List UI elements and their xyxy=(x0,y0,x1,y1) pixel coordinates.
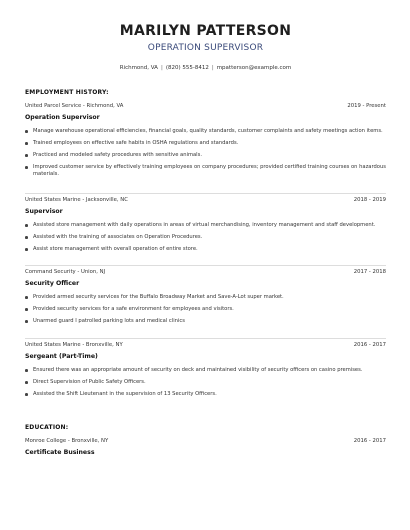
section-divider xyxy=(25,193,386,194)
job-dates: 2016 - 2017 xyxy=(353,342,386,348)
job-bullet: Assisted the Shift Lieutenant in the supervision of 13 Security Officers. xyxy=(25,391,386,398)
job-bullet: Provided security services for a safe environment for employees and visitors. xyxy=(25,306,386,313)
resume-header xyxy=(25,0,386,72)
job-meta xyxy=(25,102,386,110)
education-school: Monroe College - Bronxville, NY xyxy=(25,438,109,444)
section-divider xyxy=(25,265,386,266)
job-dates: 2018 - 2019 xyxy=(353,197,386,203)
job-dates: 2017 - 2018 xyxy=(353,269,386,275)
job-bullet: Manage warehouse operational efficiencies, financial goals, quality standards, customer complaints and safety meetings action items. xyxy=(25,128,386,135)
job-company: United States Marine - Bronxville, NY xyxy=(25,342,123,348)
job-bullet: Practiced and modeled safety procedures with sensitive animals. xyxy=(25,152,386,159)
job-bullet: Ensured there was an appropriate amount of security on deck and maintained visibility of security officers on casino premises. xyxy=(25,367,386,374)
job-bullet: Assisted with the training of associates on Operation Procedures. xyxy=(25,234,386,241)
job-entry xyxy=(25,268,386,330)
job-bullet: Provided armed security services for the Buffalo Broadway Market and Save-A-Lot super market. xyxy=(25,294,386,301)
job-bullet: Unarmed guard I patrolled parking lots and medical clinics xyxy=(25,318,386,325)
job-entry xyxy=(25,102,386,183)
contact-line xyxy=(25,64,386,72)
job-company: Command Security - Union, NJ xyxy=(25,269,106,275)
job-bullets xyxy=(25,222,386,253)
job-role: Sergeant (Part-Time) xyxy=(25,353,98,360)
candidate-name: MARILYN PATTERSON xyxy=(119,23,292,39)
job-role: Supervisor xyxy=(25,208,63,215)
job-dates: 2019 - Present xyxy=(347,103,386,109)
education-entry xyxy=(25,437,386,457)
job-meta xyxy=(25,196,386,204)
education-heading: EDUCATION: xyxy=(25,424,69,431)
section-divider xyxy=(25,338,386,339)
contact-location: Richmond, VA xyxy=(119,65,158,71)
employment-heading: EMPLOYMENT HISTORY: xyxy=(25,89,109,96)
job-meta xyxy=(25,341,386,349)
job-company: United Parcel Service - Richmond, VA xyxy=(25,103,124,109)
job-bullets xyxy=(25,294,386,325)
contact-separator: | xyxy=(160,65,163,71)
candidate-title: OPERATION SUPERVISOR xyxy=(147,43,264,53)
job-bullet: Improved customer service by effectively training employees on company procedures; provided certified training courses on hazardous materials. xyxy=(25,164,386,178)
job-bullets xyxy=(25,367,386,398)
education-meta xyxy=(25,437,386,445)
education-dates: 2016 - 2017 xyxy=(353,438,386,444)
job-bullets xyxy=(25,128,386,178)
job-company: United States Marine - Jacksonville, NC xyxy=(25,197,128,203)
contact-separator: | xyxy=(211,65,214,71)
education-degree: Certificate Business xyxy=(25,449,95,456)
contact-email[interactable]: mpatterson@example.com xyxy=(216,65,292,71)
job-bullet: Direct Supervision of Public Safety Officers. xyxy=(25,379,386,386)
job-meta xyxy=(25,268,386,276)
job-entry xyxy=(25,196,386,258)
job-entry xyxy=(25,341,386,403)
job-role: Operation Supervisor xyxy=(25,114,100,121)
job-bullet: Trained employees on effective safe habits in OSHA regulations and standards. xyxy=(25,140,386,147)
job-role: Security Officer xyxy=(25,280,80,287)
job-bullet: Assist store management with overall operation of entire store. xyxy=(25,246,386,253)
job-bullet: Assisted store management with daily operations in areas of virtual merchandising, inventory management and staff development. xyxy=(25,222,386,229)
contact-phone: (820) 555-8412 xyxy=(165,65,209,71)
